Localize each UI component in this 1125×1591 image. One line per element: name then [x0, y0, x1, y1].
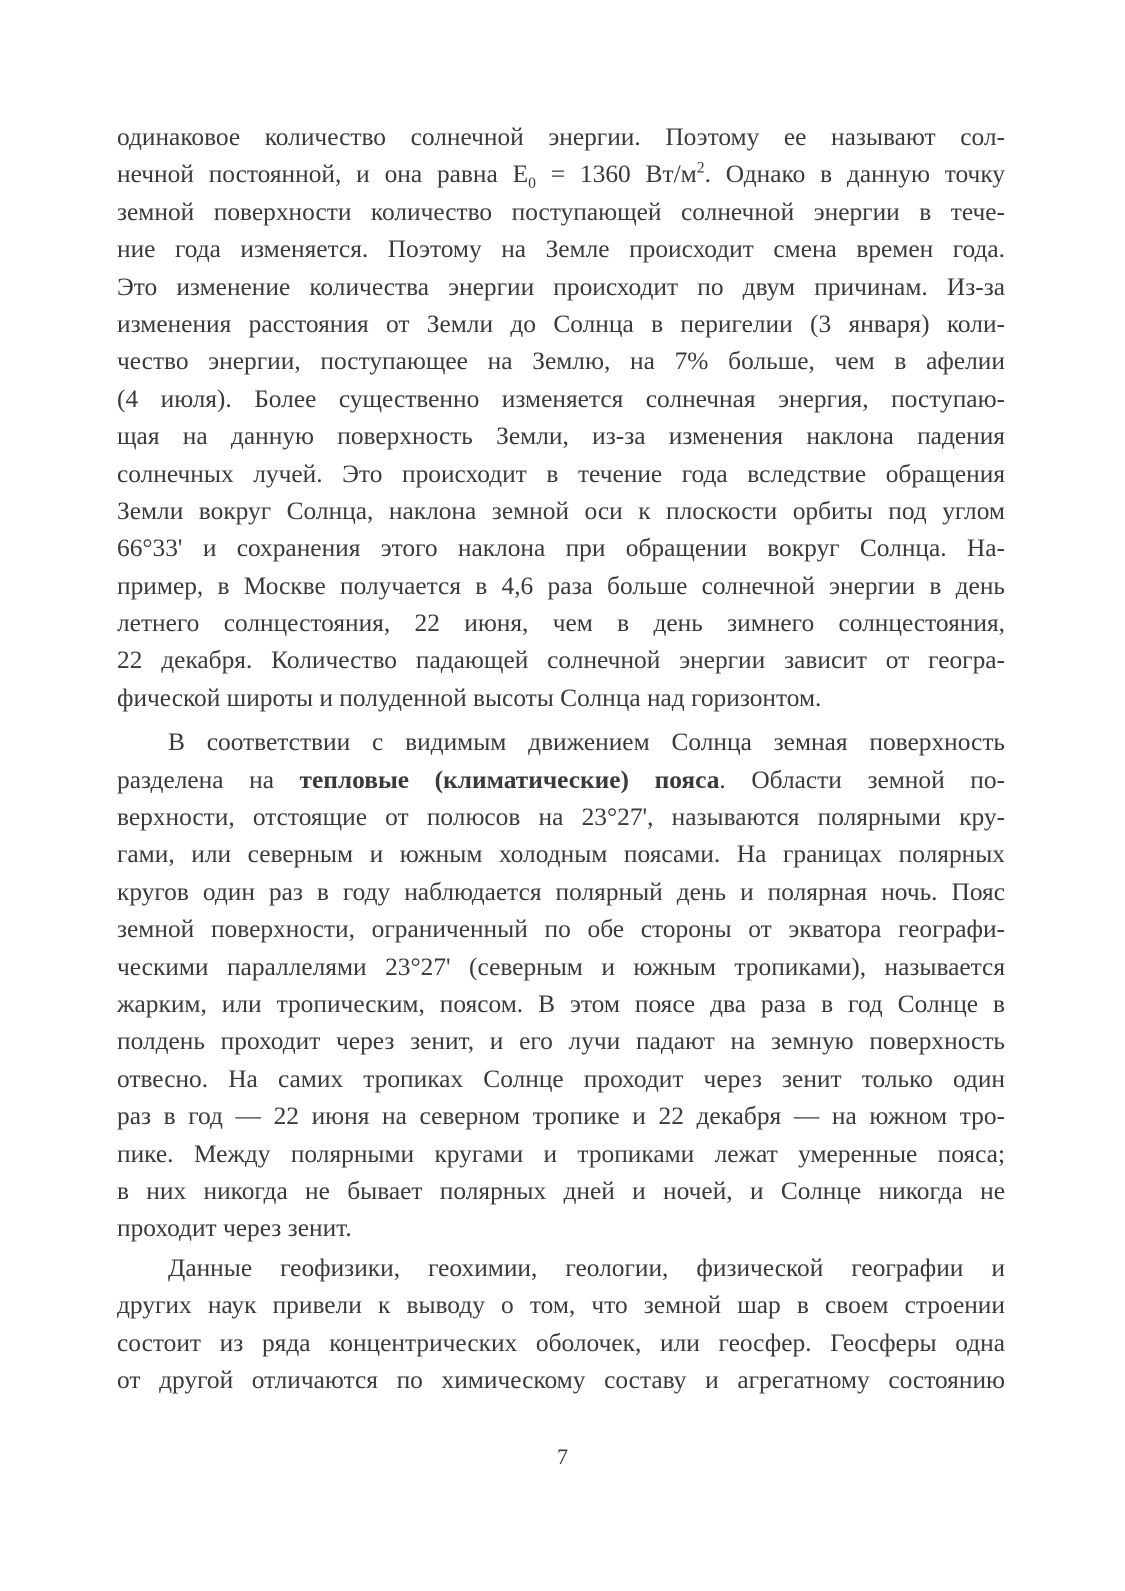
text-line: щая на данную поверхность Земли, из-за изменения наклона падения: [117, 422, 1005, 451]
text-line: солнечных лучей. Это происходит в течение года вследствие обращения: [117, 459, 1005, 488]
text-line: отвесно. На самих тропиках Солнце проходит через зенит только один: [117, 1064, 1005, 1093]
paragraph-first-line: Данные геофизики, геохимии, геологии, физической географии и: [168, 1253, 1005, 1282]
text-line: верхности, отстоящие от полюсов на 23°27', называются полярными кру-: [117, 803, 1005, 832]
subscript: 0: [528, 175, 536, 193]
body-text: [117, 119, 1005, 1399]
text-line: кругов один раз в году наблюдается полярный день и полярная ночь. Пояс: [117, 877, 1005, 906]
text-line: гами, или северным и южным холодным поясами. На границах полярных: [117, 840, 1005, 869]
text-line-with-formula: [117, 156, 1005, 193]
text-line: летнего солнцестояния, 22 июня, чем в день зимнего солнцестояния,: [117, 609, 1005, 638]
text-fragment: = 1360 Вт/м: [535, 160, 697, 189]
text-line: состоит из ряда концентрических оболочек, или геосфер. Геосферы одна: [117, 1328, 1005, 1357]
text-line: других наук привели к выводу о том, что земной шар в своем строении: [117, 1291, 1005, 1320]
text-line: жарким, или тропическим, поясом. В этом поясе два раза в год Солнце в: [117, 989, 1005, 1018]
text-line: Это изменение количества энергии происходит по двум причинам. Из-за: [117, 272, 1005, 301]
text-line: раз в год — 22 июня на северном тропике и 22 декабря — на южном тро-: [117, 1102, 1005, 1131]
text-line: пике. Между полярными кругами и тропиками лежат умеренные пояса;: [117, 1139, 1005, 1168]
text-line: ческими параллелями 23°27' (северным и южным тропиками), называется: [117, 952, 1005, 981]
text-fragment: разделена на: [117, 765, 300, 794]
text-line: от другой отличаются по химическому составу и агрегатному состоянию: [117, 1365, 1005, 1394]
text-line: 22 декабря. Количество падающей солнечной энергии зависит от геогра-: [117, 646, 1005, 675]
superscript: 2: [696, 159, 705, 177]
text-line: Земли вокруг Солнца, наклона земной оси к плоскости орбиты под углом: [117, 496, 1005, 525]
text-line: пример, в Москве получается в 4,6 раза больше солнечной энергии в день: [117, 571, 1005, 600]
text-line: (4 июля). Более существенно изменяется солнечная энергия, поступаю-: [117, 384, 1005, 413]
page-number: 7: [557, 1444, 568, 1469]
text-fragment: нечной постоянной, и она равна E: [117, 160, 529, 189]
text-line: одинаковое количество солнечной энергии. Поэтому ее называют сол-: [117, 123, 1005, 151]
bold-term: тепловые (климатические) пояса: [299, 765, 720, 794]
paragraph-first-line: В соответствии с видимым движением Солнца земная поверхность: [168, 728, 1005, 757]
text-fragment: . Однако в данную точку: [704, 160, 1005, 189]
text-line: в них никогда не бывает полярных дней и ночей, и Солнце никогда не: [117, 1176, 1005, 1205]
text-line: чество энергии, поступающее на Землю, на 7% больше, чем в афелии: [117, 347, 1005, 376]
text-fragment: . Области земной по-: [719, 765, 1006, 794]
text-line: 66°33' и сохранения этого наклона при обращении вокруг Солнца. На-: [117, 534, 1005, 563]
text-line: земной поверхности количество поступающей солнечной энергии в тече-: [117, 197, 1005, 226]
text-line: изменения расстояния от Земли до Солнца в перигелии (3 января) коли-: [117, 309, 1005, 338]
text-line: фической широты и полуденной высоты Солнца над горизонтом.: [117, 683, 822, 712]
text-line: полдень проходит через зенит, и его лучи падают на земную поверхность: [117, 1027, 1005, 1056]
text-line-with-term: [117, 762, 1005, 799]
text-line: проходит через зенит.: [117, 1214, 352, 1243]
text-line: земной поверхности, ограниченный по обе стороны от экватора географи-: [117, 915, 1005, 944]
text-line: ние года изменяется. Поэтому на Земле происходит смена времен года.: [117, 235, 1005, 264]
